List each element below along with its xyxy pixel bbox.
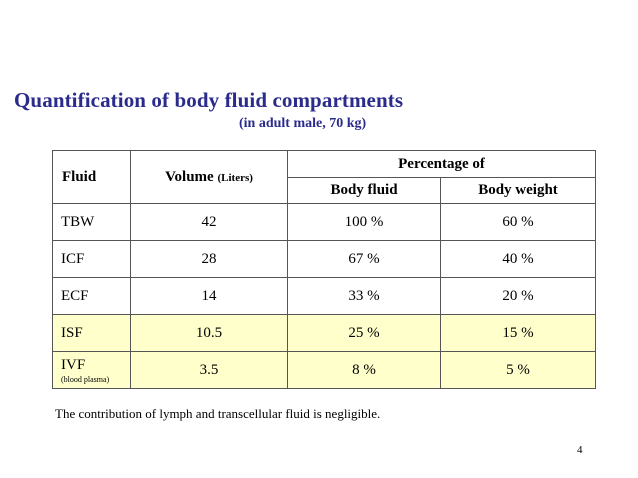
header-volume [131, 151, 288, 204]
row-volume: 28 [131, 241, 288, 278]
header-percentage-of: Percentage of [288, 151, 596, 178]
row-body-fluid: 33 % [288, 278, 441, 315]
row-volume: 14 [131, 278, 288, 315]
row-body-fluid: 8 % [288, 352, 441, 389]
row-body-weight: 15 % [441, 315, 596, 352]
table-row-highlighted [53, 315, 596, 352]
header-fluid: Fluid [53, 151, 131, 204]
header-volume-unit: (Liters) [217, 171, 253, 184]
row-name: TBW [53, 204, 131, 241]
row-name-cell [53, 352, 131, 389]
table-row [53, 241, 596, 278]
row-volume: 42 [131, 204, 288, 241]
page-number: 4 [577, 444, 583, 456]
row-name: ISF [53, 315, 131, 352]
row-name: ECF [53, 278, 131, 315]
row-volume: 3.5 [131, 352, 288, 389]
row-body-fluid: 67 % [288, 241, 441, 278]
header-volume-label: Volume [165, 168, 214, 185]
row-name: IVF [61, 356, 86, 373]
footnote: The contribution of lymph and transcellular fluid is negligible. [55, 406, 381, 421]
header-body-weight: Body weight [441, 178, 596, 204]
slide-subtitle: (in adult male, 70 kg) [239, 116, 367, 131]
header-body-fluid: Body fluid [288, 178, 441, 204]
table-row [53, 278, 596, 315]
row-volume: 10.5 [131, 315, 288, 352]
row-body-weight: 60 % [441, 204, 596, 241]
slide-title: Quantification of body fluid compartments [14, 88, 404, 112]
row-body-weight: 20 % [441, 278, 596, 315]
row-body-weight: 40 % [441, 241, 596, 278]
row-name: ICF [53, 241, 131, 278]
row-name-sub: (blood plasma) [61, 374, 110, 384]
row-body-weight: 5 % [441, 352, 596, 389]
table-row-highlighted [53, 352, 596, 389]
row-body-fluid: 25 % [288, 315, 441, 352]
table-header-row [53, 151, 596, 178]
fluid-compartments-table [52, 150, 596, 389]
table-row [53, 204, 596, 241]
row-body-fluid: 100 % [288, 204, 441, 241]
